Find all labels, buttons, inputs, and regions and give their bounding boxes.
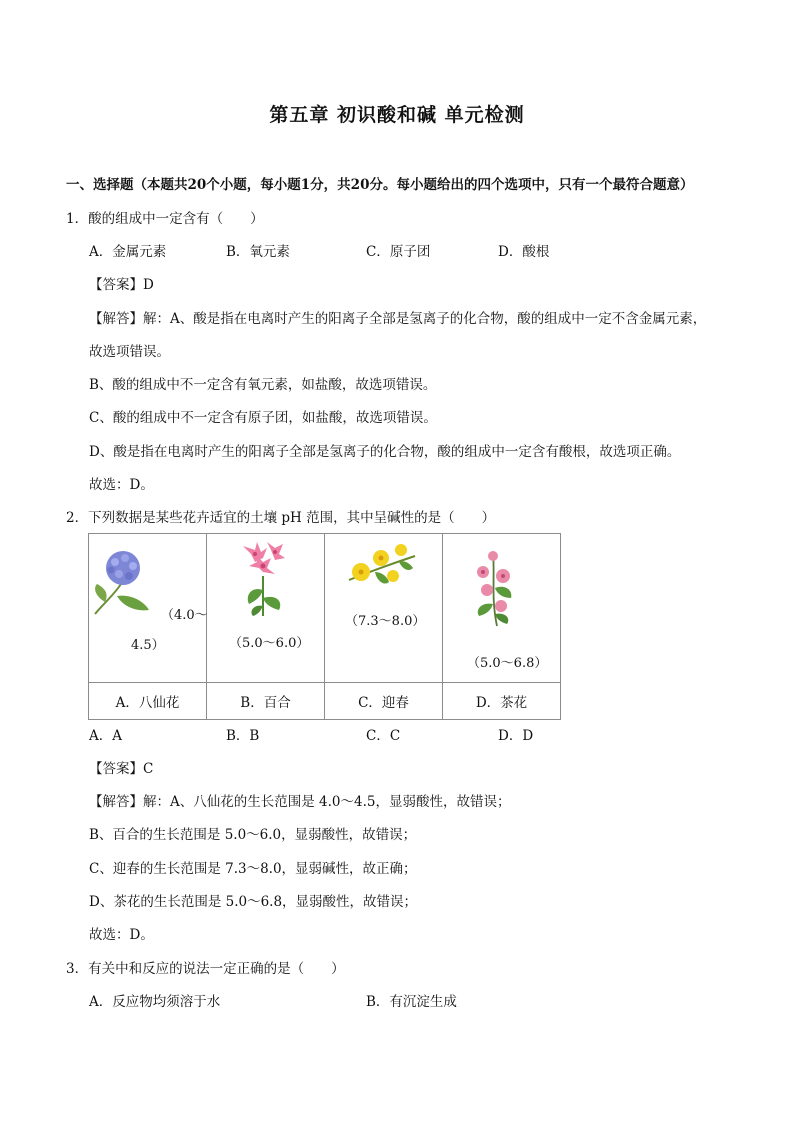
- q1-answer: 【答案】D: [89, 277, 154, 293]
- q1-option-a: A．金属元素: [89, 244, 167, 260]
- label-winter-jasmine: C．迎春: [325, 683, 443, 720]
- range-winter-jasmine: （7.3～8.0）: [345, 614, 426, 629]
- q2-option-c: C．C: [366, 728, 401, 744]
- cell-lily: [207, 534, 325, 683]
- cell-winter-jasmine: [325, 534, 443, 683]
- q2-analysis-line: 【解答】解：A、八仙花的生长范围是 4.0～4.5，显弱酸性，故错误；: [89, 794, 511, 810]
- range-lily: （5.0～6.0）: [229, 636, 310, 651]
- q3-stem: 3．有关中和反应的说法一定正确的是（ ）: [66, 961, 345, 977]
- q2-answer: 【答案】C: [89, 761, 154, 777]
- q3-option-a: A．反应物均须溶于水: [89, 994, 221, 1010]
- q1-analysis-line: C、酸的组成中不一定含有原子团，如盐酸，故选项错误。: [89, 410, 437, 426]
- q1-option-b: B．氧元素: [226, 244, 290, 260]
- q1-option-d: D．酸根: [498, 244, 550, 260]
- q2-analysis-line: B、百合的生长范围是 5.0～6.0，显弱酸性，故错误；: [89, 827, 417, 843]
- label-hydrangea: A．八仙花: [89, 683, 207, 720]
- page-title: 第五章 初识酸和碱 单元检测: [269, 104, 525, 126]
- q1-option-c: C．原子团: [366, 244, 431, 260]
- q1-analysis-line: 【解答】解：A、酸是指在电离时产生的阳离子全部是氢离子的化合物，酸的组成中一定不含金属元素，: [89, 311, 707, 327]
- label-camellia: D．茶花: [443, 683, 561, 720]
- lily-image: [237, 540, 289, 618]
- cell-camellia: [443, 534, 561, 683]
- q3-option-b: B．有沉淀生成: [366, 994, 457, 1010]
- q2-option-b: B．B: [226, 728, 260, 744]
- label-lily: B．百合: [207, 683, 325, 720]
- q2-analysis-line: C、迎春的生长范围是 7.3～8.0，显弱碱性，故正确；: [89, 861, 417, 877]
- q2-option-d: D．D: [498, 728, 534, 744]
- q1-analysis-line: B、酸的组成中不一定含有氧元素，如盐酸，故选项错误。: [89, 377, 437, 393]
- q1-analysis-line: 故选：D。: [89, 477, 154, 493]
- q2-option-a: A．A: [89, 728, 122, 744]
- winter-jasmine-image: [345, 542, 417, 590]
- section-heading: 一、选择题（本题共20个小题，每小题1分，共20分。每小题给出的四个选项中，只有一个最符合题意）: [66, 177, 694, 193]
- range-hydrangea-part1: （4.0～: [161, 608, 208, 623]
- q1-analysis-line: D、酸是指在电离时产生的阳离子全部是氢离子的化合物，酸的组成中一定含有酸根，故选项正确。: [89, 444, 681, 460]
- q2-stem: 2．下列数据是某些花卉适宜的土壤 pH 范围，其中呈碱性的是（ ）: [66, 510, 496, 526]
- q1-stem: 1．酸的组成中一定含有（ ）: [66, 211, 264, 227]
- flower-ph-table: [88, 533, 561, 720]
- range-camellia: （5.0～6.8）: [467, 656, 548, 671]
- range-hydrangea-part2: 4.5）: [131, 638, 165, 653]
- q2-analysis-line: 故选：D。: [89, 927, 154, 943]
- hydrangea-image: [91, 544, 151, 616]
- camellia-image: [473, 548, 515, 628]
- q1-analysis-line: 故选项错误。: [89, 344, 170, 360]
- q2-analysis-line: D、茶花的生长范围是 5.0～6.8，显弱酸性，故错误；: [89, 894, 418, 910]
- cell-hydrangea: [89, 534, 207, 683]
